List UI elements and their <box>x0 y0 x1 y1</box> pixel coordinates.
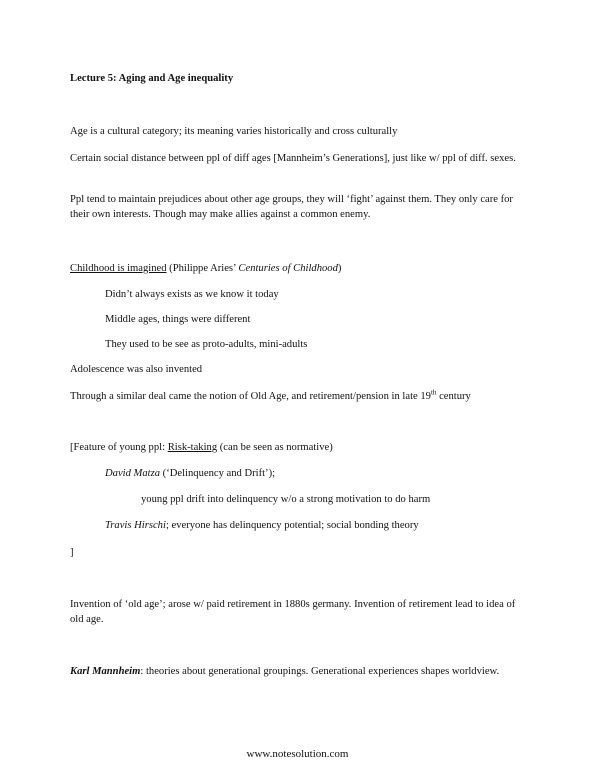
childhood-paren-close: ) <box>337 263 342 274</box>
paragraph-social-distance: Certain social distance between ppl of diff ages [Mannheim’s Generations], just like w/ ppl of diff. sexes. <box>70 153 516 164</box>
feature-young-line <box>70 440 333 455</box>
old-age-superscript: th <box>430 388 437 397</box>
paragraph-old-age-notion <box>70 389 471 404</box>
old-age-text-after: century <box>436 391 471 402</box>
lecture-title: Lecture 5: Aging and Age inequality <box>70 73 234 84</box>
old-age-text-before: Through a similar deal came the notion of Old Age, and retirement/pension in late 19 <box>70 391 431 402</box>
footer-url: www.notesolution.com <box>246 748 349 760</box>
paragraph-age-cultural: Age is a cultural category; its meaning varies historically and cross culturally <box>70 126 398 137</box>
childhood-item: Didn’t always exists as we know it today <box>105 289 279 300</box>
mannheim-name: Karl Mannheim <box>70 666 141 677</box>
childhood-book-title: Centuries of Childhood <box>238 263 338 274</box>
matza-line <box>105 466 275 481</box>
childhood-heading-line <box>70 261 341 276</box>
feature-risk-taking: Risk-taking <box>167 442 218 453</box>
childhood-item: They used to be see as proto-adults, mini-adults <box>105 339 308 350</box>
childhood-heading: Childhood is imagined <box>70 263 167 274</box>
paragraph-adolescence: Adolescence was also invented <box>70 364 203 375</box>
hirschi-name: Travis Hirschi <box>105 520 166 531</box>
closing-bracket: ] <box>70 547 74 558</box>
paragraph-prejudices: Ppl tend to maintain prejudices about other age groups, they will ‘fight’ against them. They only care for their own interests. Though may make allies against a common enemy. <box>70 194 513 220</box>
feature-suffix: (can be seen as normative) <box>217 442 333 453</box>
paragraph-mannheim <box>70 664 530 679</box>
childhood-paren-open: (Philippe Aries’ <box>166 263 239 274</box>
hirschi-line <box>105 518 419 533</box>
childhood-item: Middle ages, things were different <box>105 314 251 325</box>
matza-rest: (‘Delinquency and Drift’); <box>160 468 276 479</box>
matza-name: David Matza <box>105 468 161 479</box>
paragraph-invention-old-age: Invention of ‘old age’; arose w/ paid retirement in 1880s germany. Invention of retirement lead to idea of old age. <box>70 599 516 625</box>
hirschi-rest: ; everyone has delinquency potential; social bonding theory <box>165 520 419 531</box>
mannheim-rest: : theories about generational groupings. Generational experiences shapes worldview. <box>140 666 500 677</box>
feature-prefix: [Feature of young ppl: <box>70 442 168 453</box>
drift-line: young ppl drift into delinquency w/o a strong motivation to do harm <box>141 494 431 505</box>
